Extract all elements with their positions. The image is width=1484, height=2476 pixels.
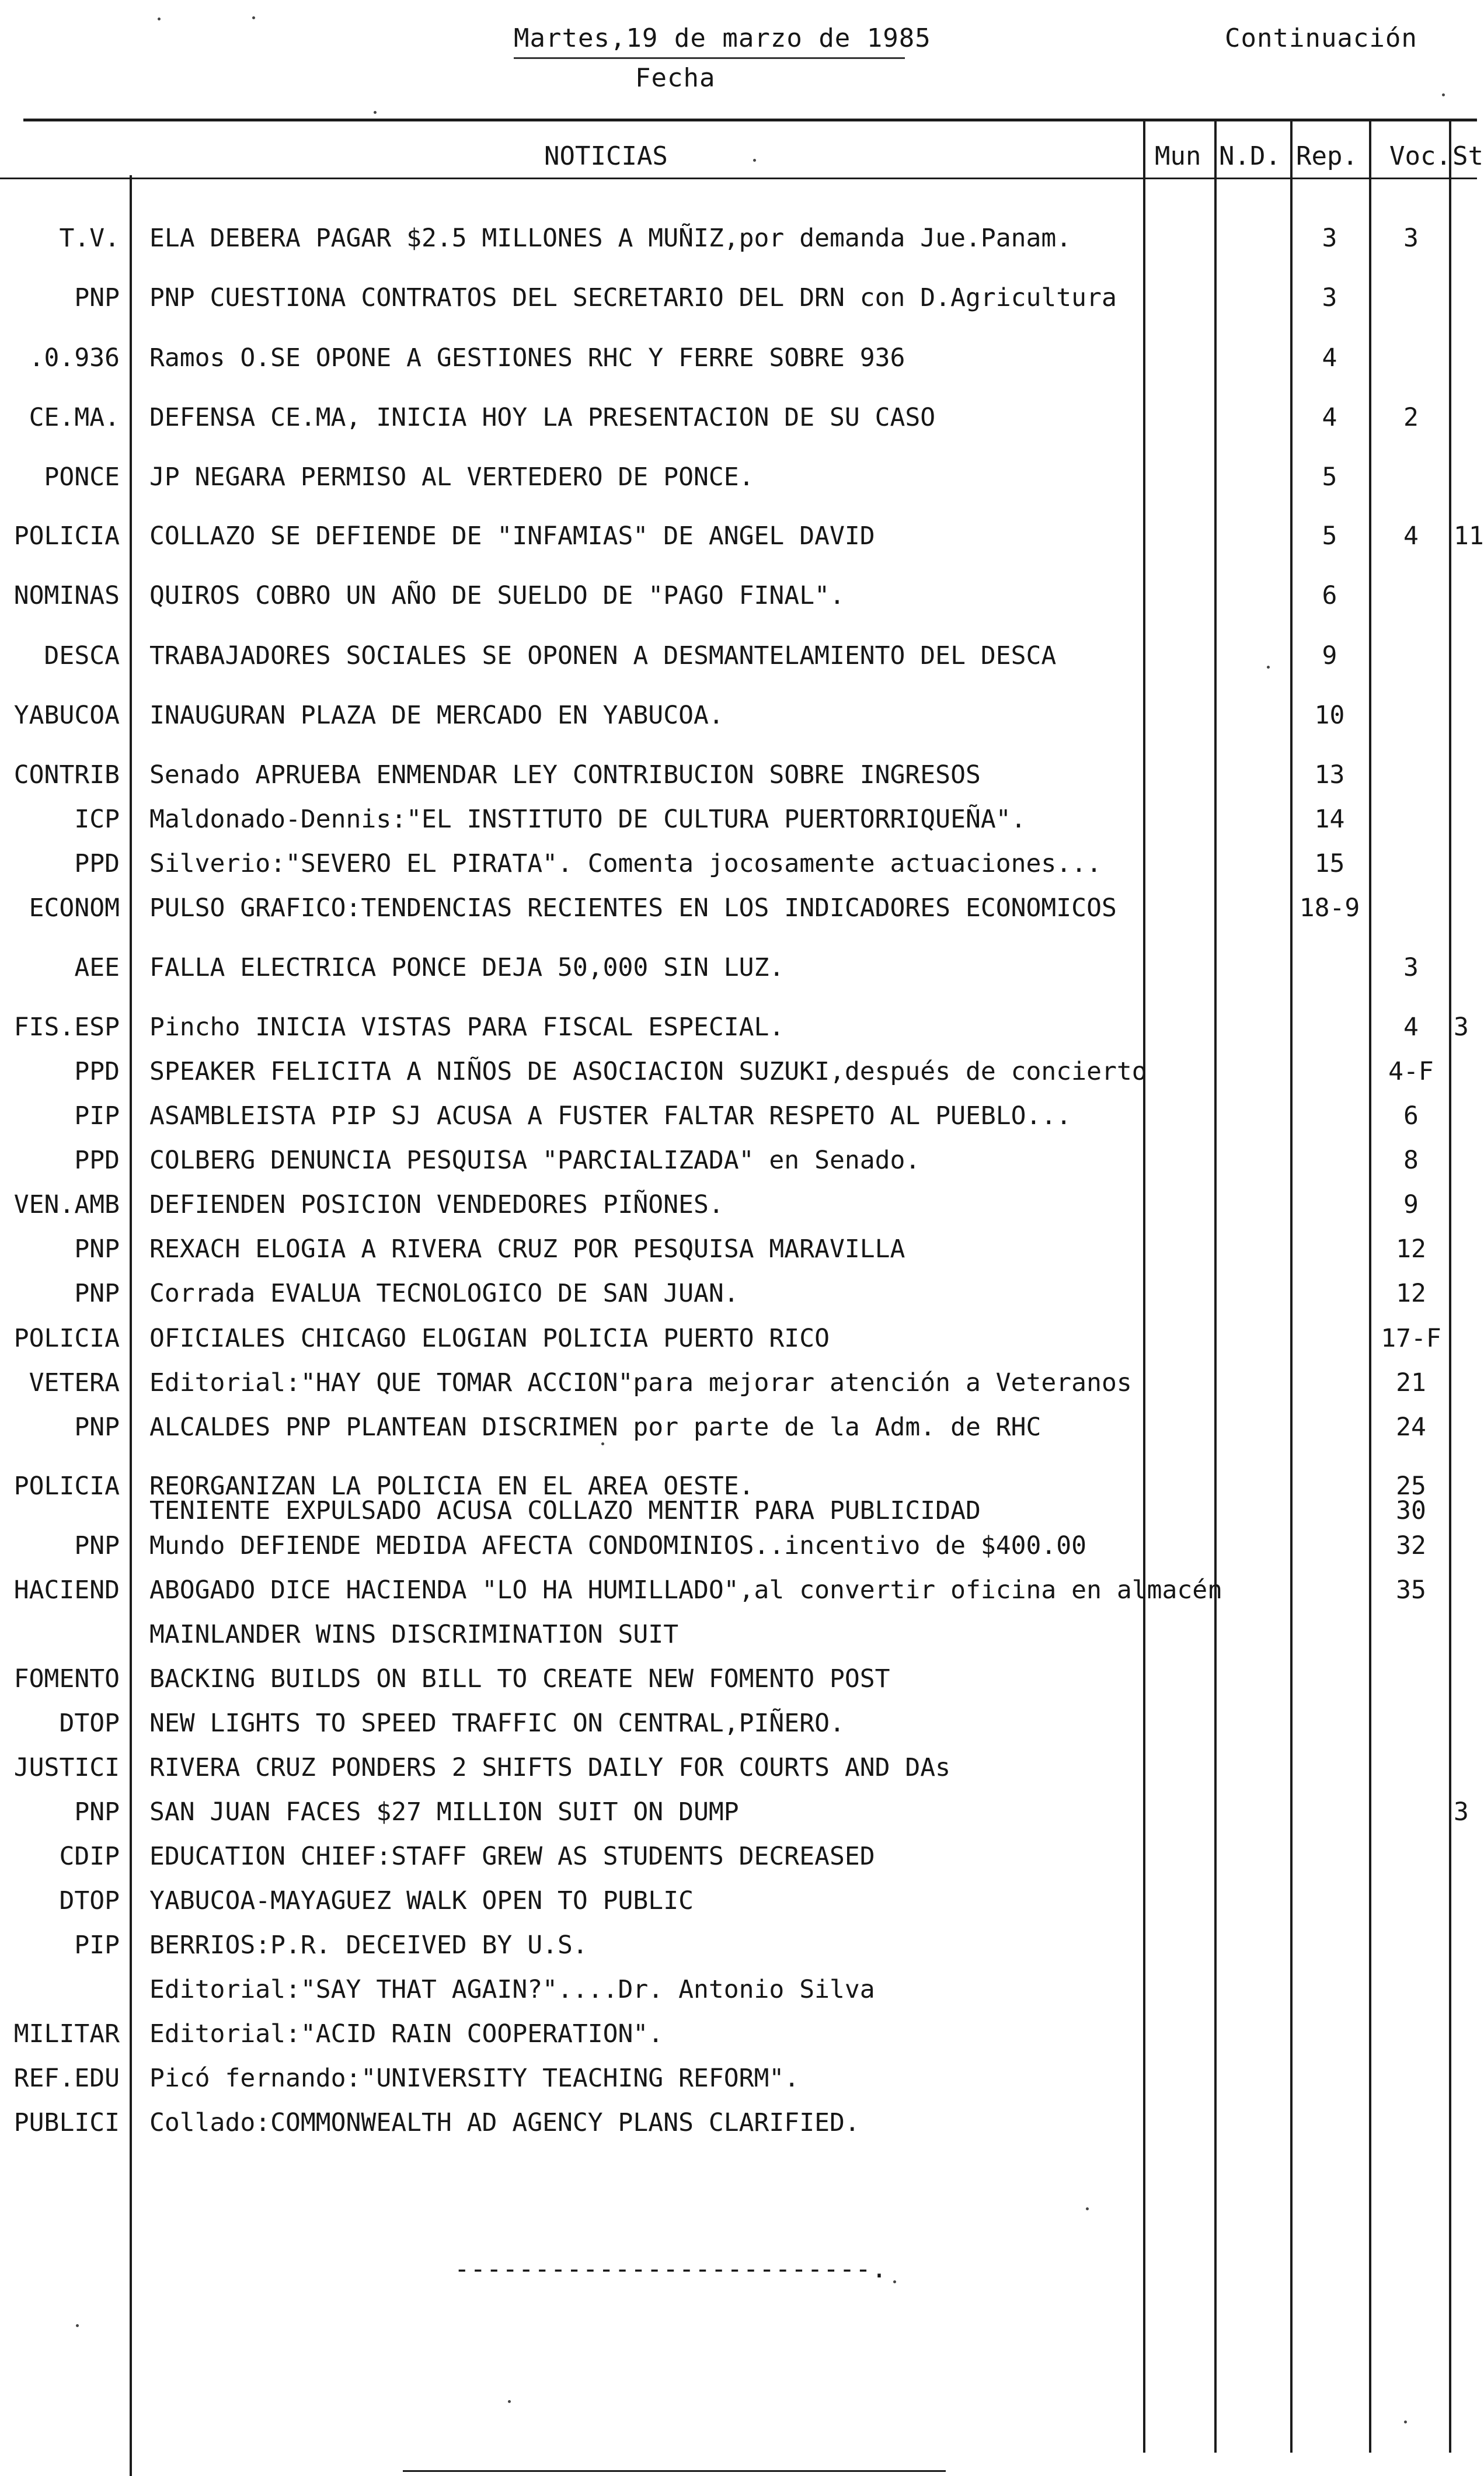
row-headline: PULSO GRAFICO:TENDENCIAS RECIENTES EN LOS INDICADORES ECONOMICOS [149,893,1117,923]
column-heading-voc: Voc. [1389,141,1451,171]
row-category-tag: DTOP [59,1886,120,1915]
row-headline: QUIROS COBRO UN AÑO DE SUELDO DE "PAGO FINAL". [149,581,845,610]
row-voc-page: 6 [1403,1101,1419,1131]
table-row [0,218,1477,259]
row-voc-page: 3 [1403,953,1419,982]
table-row [0,695,1477,736]
row-category-tag: FIS.ESP [13,1013,120,1042]
row-voc-page-secondary: 30 [1396,1496,1426,1525]
row-category-tag: NOMINAS [13,581,120,610]
table-row [0,397,1477,438]
row-voc-page: 4 [1403,1013,1419,1042]
table-row [0,457,1477,498]
table-row [0,1703,1477,1744]
table-row [0,843,1477,884]
table-row [0,799,1477,840]
row-headline: SAN JUAN FACES $27 MILLION SUIT ON DUMP [149,1797,739,1827]
row-headline: Pincho INICIA VISTAS PARA FISCAL ESPECIAL. [149,1013,785,1042]
scan-speck [1442,93,1445,96]
scan-speck [252,16,255,19]
row-headline: JP NEGARA PERMISO AL VERTEDERO DE PONCE. [149,462,754,492]
row-voc-page: 9 [1403,1190,1419,1219]
row-category-tag: CDIP [59,1842,120,1871]
row-category-tag: CONTRIB [13,760,120,790]
row-category-tag: PONCE [44,462,120,492]
row-headline: OFICIALES CHICAGO ELOGIAN POLICIA PUERTO RICO [149,1324,830,1353]
row-voc-page: 12 [1396,1279,1426,1308]
row-st-page: 3 [1454,1797,1469,1827]
row-rep-page: 10 [1314,701,1345,730]
row-headline: Mundo DEFIENDE MEDIDA AFECTA CONDOMINIOS..incentivo de $400.00 [149,1531,1087,1560]
row-voc-page: 3 [1403,224,1419,253]
row-category-tag: PUBLICI [13,2108,120,2137]
row-voc-page: 8 [1403,1146,1419,1175]
row-headline: BACKING BUILDS ON BILL TO CREATE NEW FOMENTO POST [149,1664,890,1693]
row-category-tag: PIP [74,1931,120,1960]
table-row [0,1007,1477,1048]
row-headline: Silverio:"SEVERO EL PIRATA". Comenta jocosamente actuaciones... [149,849,1102,878]
row-category-tag: T.V. [59,224,120,253]
row-headline: Editorial:"SAY THAT AGAIN?"....Dr. Antonio Silva [149,1975,875,2004]
table-row [0,2058,1477,2099]
table-row [0,947,1477,988]
row-category-tag: PNP [74,1797,120,1827]
table-row [0,1407,1477,1448]
table-row [0,1096,1477,1136]
table-row [0,1466,1477,1525]
row-headline: ASAMBLEISTA PIP SJ ACUSA A FUSTER FALTAR RESPETO AL PUEBLO... [149,1101,1072,1131]
row-headline: DEFENSA CE.MA, INICIA HOY LA PRESENTACION DE SU CASO [149,403,936,432]
row-headline: Editorial:"ACID RAIN COOPERATION". [149,2019,664,2049]
row-category-tag: POLICIA [13,1324,120,1353]
row-headline: REXACH ELOGIA A RIVERA CRUZ POR PESQUISA MARAVILLA [149,1234,905,1264]
row-headline: Editorial:"HAY QUE TOMAR ACCION"para mejorar atención a Veteranos [149,1368,1132,1397]
table-row [0,1229,1477,1270]
scan-speck [158,18,161,20]
row-rep-page: 6 [1322,581,1337,610]
table-row [0,2102,1477,2143]
row-st-page: 11 [1454,521,1484,551]
row-voc-page: 35 [1396,1576,1426,1605]
row-headline: Collado:COMMONWEALTH AD AGENCY PLANS CLARIFIED. [149,2108,860,2137]
row-category-tag: PNP [74,1413,120,1442]
row-headline: DEFIENDEN POSICION VENDEDORES PIÑONES. [149,1190,724,1219]
row-headline: Senado APRUEBA ENMENDAR LEY CONTRIBUCION SOBRE INGRESOS [149,760,981,790]
scan-speck [753,159,756,162]
table-row [0,1570,1477,1611]
row-category-tag: PPD [74,1057,120,1086]
row-category-tag: HACIEND [13,1576,120,1605]
row-headline: Ramos O.SE OPONE A GESTIONES RHC Y FERRE SOBRE 936 [149,343,905,373]
row-category-tag: PIP [74,1101,120,1131]
scan-speck [893,2280,896,2283]
row-category-tag: .0.936 [29,343,120,373]
row-headline: ELA DEBERA PAGAR $2.5 MILLONES A MUÑIZ,por demanda Jue.Panam. [149,224,1072,253]
row-headline: RIVERA CRUZ PONDERS 2 SHIFTS DAILY FOR COURTS AND DAs [149,1753,951,1782]
row-headline: Corrada EVALUA TECNOLOGICO DE SAN JUAN. [149,1279,739,1308]
row-rep-page: 13 [1314,760,1345,790]
scan-speck [601,1442,604,1445]
table-row [0,1925,1477,1966]
row-category-tag: VETERA [29,1368,120,1397]
row-rep-page: 15 [1314,849,1345,878]
row-category-tag: PNP [74,1234,120,1264]
row-rep-page: 4 [1322,343,1337,373]
row-headline: YABUCOA-MAYAGUEZ WALK OPEN TO PUBLIC [149,1886,694,1915]
table-row [0,1362,1477,1403]
row-headline: SPEAKER FELICITA A NIÑOS DE ASOCIACION SUZUKI,después de concierto [149,1057,1147,1086]
row-category-tag: DTOP [59,1709,120,1738]
row-voc-page: 4-F [1388,1057,1434,1086]
table-row [0,1273,1477,1314]
row-category-tag: CE.MA. [29,403,120,432]
row-category-tag: DESCA [44,641,120,670]
row-headline: NEW LIGHTS TO SPEED TRAFFIC ON CENTRAL,PIÑERO. [149,1709,845,1738]
row-voc-page: 2 [1403,403,1419,432]
table-row [0,1525,1477,1566]
row-headline: EDUCATION CHIEF:STAFF GREW AS STUDENTS DECREASED [149,1842,875,1871]
row-category-tag: ECONOM [29,893,120,923]
row-voc-page: 25 [1396,1472,1426,1501]
row-rep-page: 9 [1322,641,1337,670]
table-row [0,1051,1477,1092]
row-headline: ABOGADO DICE HACIENDA "LO HA HUMILLADO",al convertir oficina en almacén [149,1576,1223,1605]
table-row [0,338,1477,378]
row-category-tag: YABUCOA [13,701,120,730]
row-rep-page: 4 [1322,403,1337,432]
row-voc-page: 21 [1396,1368,1426,1397]
row-category-tag: PNP [74,1531,120,1560]
row-voc-page: 4 [1403,521,1419,551]
row-category-tag: PPD [74,849,120,878]
row-category-tag: REF.EDU [13,2064,120,2093]
scan-speck [508,2400,511,2403]
table-row [0,1318,1477,1359]
row-category-tag: JUSTICI [13,1753,120,1782]
row-voc-page: 32 [1396,1531,1426,1560]
column-heading-st: St [1452,141,1483,171]
row-headline: BERRIOS:P.R. DECEIVED BY U.S. [149,1931,588,1960]
row-headline: REORGANIZAN LA POLICIA EN EL AREA OESTE. [149,1472,754,1501]
row-headline: COLLAZO SE DEFIENDE DE "INFAMIAS" DE ANGEL DAVID [149,521,875,551]
table-row [0,1969,1477,2010]
column-heading-news: NOTICIAS [544,141,668,171]
table-row [0,1836,1477,1877]
row-headline: Maldonado-Dennis:"EL INSTITUTO DE CULTURA PUERTORRIQUEÑA". [149,805,1026,834]
row-category-tag: PPD [74,1146,120,1175]
row-headline: Picó fernando:"UNIVERSITY TEACHING REFORM". [149,2064,800,2093]
row-voc-page: 12 [1396,1234,1426,1264]
row-category-tag: ICP [74,805,120,834]
row-category-tag: FOMENTO [13,1664,120,1693]
table-row [0,1747,1477,1788]
row-headline: INAUGURAN PLAZA DE MERCADO EN YABUCOA. [149,701,724,730]
scan-speck [1086,2207,1089,2210]
table-row [0,1140,1477,1181]
column-heading-nd: N.D. [1219,141,1281,171]
table-row [0,1614,1477,1655]
table-row [0,1184,1477,1225]
table-row [0,575,1477,616]
row-voc-page: 24 [1396,1413,1426,1442]
row-category-tag: VEN.AMB [13,1190,120,1219]
scan-speck [1267,666,1270,669]
row-rep-page: 3 [1322,283,1337,312]
date-text: Martes,19 de marzo de 1985 [514,23,931,53]
table-row [0,2014,1477,2054]
row-headline: TRABAJADORES SOCIALES SE OPONEN A DESMANTELAMIENTO DEL DESCA [149,641,1057,670]
date-label: Fecha [635,63,716,93]
row-headline: PNP CUESTIONA CONTRATOS DEL SECRETARIO DEL DRN con D.Agricultura [149,283,1117,312]
row-category-tag: POLICIA [13,1472,120,1501]
table-row [0,754,1477,795]
row-rep-page: 5 [1322,521,1337,551]
row-headline: MAINLANDER WINS DISCRIMINATION SUIT [149,1620,679,1649]
table-row [0,888,1477,929]
row-rep-page: 5 [1322,462,1337,492]
scan-speck [76,2324,79,2327]
table-row [0,516,1484,557]
row-voc-page: 17-F [1381,1324,1441,1353]
row-category-tag: AEE [74,953,120,982]
table-row [0,635,1477,676]
row-category-tag: MILITAR [13,2019,120,2049]
table-row [0,277,1477,318]
row-headline: FALLA ELECTRICA PONCE DEJA 50,000 SIN LUZ. [149,953,785,982]
row-category-tag: PNP [74,1279,120,1308]
scan-speck [1404,2421,1407,2423]
row-headline: ALCALDES PNP PLANTEAN DISCRIMEN por parte de la Adm. de RHC [149,1413,1041,1442]
column-heading-rep: Rep. [1296,141,1358,171]
row-category-tag: PNP [74,283,120,312]
row-headline-secondary: TENIENTE EXPULSADO ACUSA COLLAZO MENTIR PARA PUBLICIDAD [149,1496,981,1525]
row-rep-page: 14 [1314,805,1345,834]
row-rep-page: 3 [1322,224,1337,253]
column-heading-mun: Mun [1155,141,1201,171]
table-row [0,1658,1477,1699]
footer-dashes: --------------------------. [454,2254,888,2284]
row-st-page: 3 [1454,1013,1469,1042]
table-row [0,1792,1477,1832]
row-category-tag: POLICIA [13,521,120,551]
continuation-label: Continuación [1225,23,1417,53]
row-headline: COLBERG DENUNCIA PESQUISA "PARCIALIZADA" en Senado. [149,1146,921,1175]
table-row [0,1880,1477,1921]
row-rep-page: 18-9 [1299,893,1360,923]
scan-speck [374,111,377,114]
